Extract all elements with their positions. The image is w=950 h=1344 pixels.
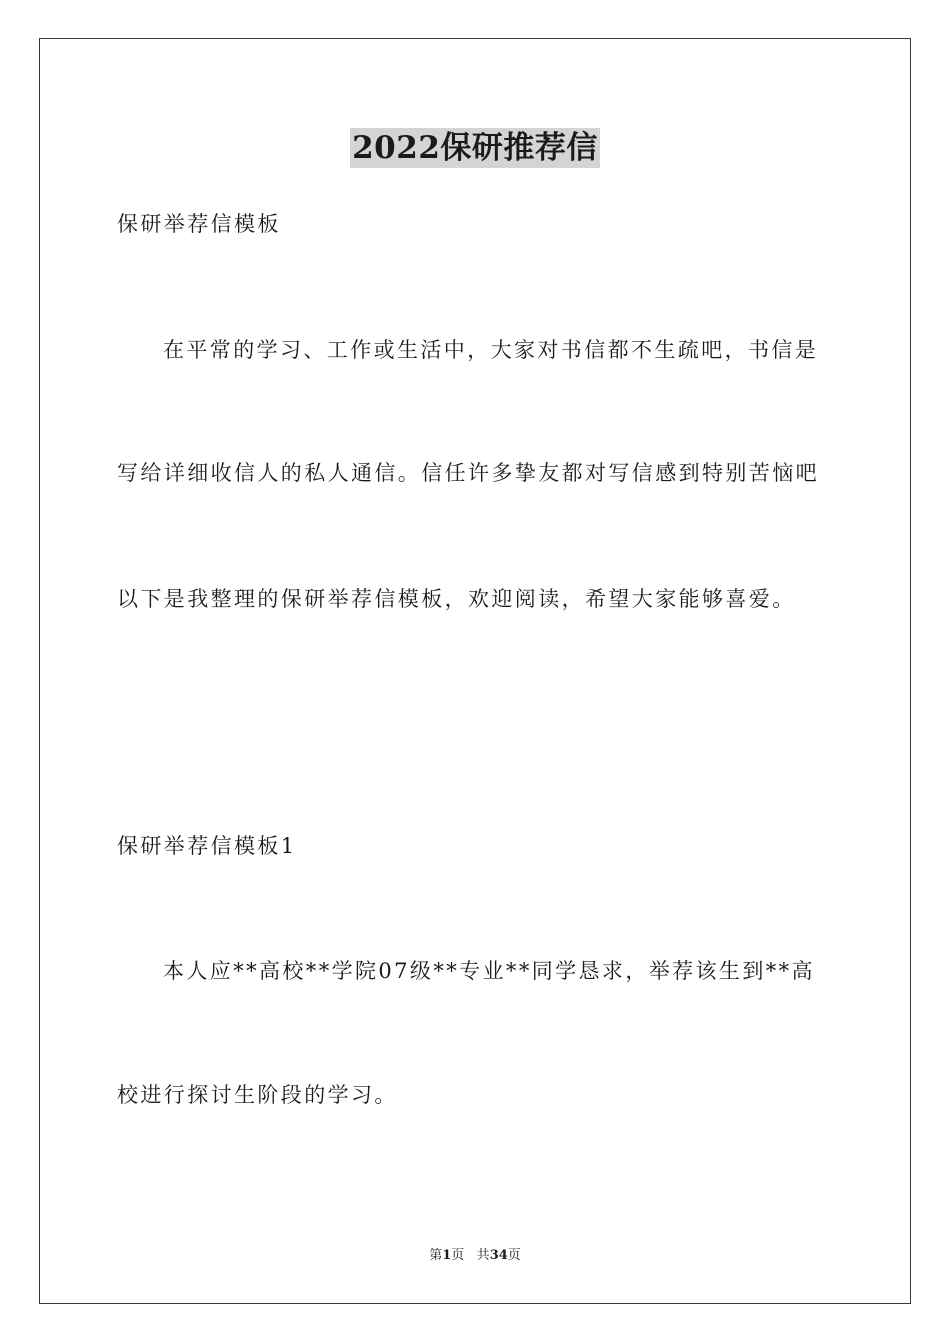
section-heading: 保研举荐信模板1 xyxy=(117,834,297,858)
page-footer xyxy=(0,1247,950,1265)
page-prefix: 第 xyxy=(429,1248,443,1263)
title-container xyxy=(0,128,950,168)
total-prefix: 共 xyxy=(476,1248,490,1263)
page-total: 34 xyxy=(489,1248,508,1263)
section-heading: 保研举荐信模板 xyxy=(117,212,281,236)
paragraph-line: 校进行探讨生阶段的学习。 xyxy=(117,1083,398,1107)
paragraph-line: 以下是我整理的保研举荐信模板，欢迎阅读，希望大家能够喜爱。 xyxy=(117,587,796,611)
paragraph-line: 本人应**高校**学院07级**专业**同学恳求，举荐该生到**高 xyxy=(163,959,815,983)
page-current: 1 xyxy=(442,1248,452,1263)
paragraph-line: 写给详细收信人的私人通信。信任许多挚友都对写信感到特别苦恼吧 xyxy=(117,461,819,485)
page-suffix: 页 xyxy=(451,1248,465,1263)
paragraph-line: 在平常的学习、工作或生活中，大家对书信都不生疏吧，书信是 xyxy=(163,338,819,362)
document-title: 2022保研推荐信 xyxy=(352,130,598,166)
total-suffix: 页 xyxy=(507,1248,521,1263)
